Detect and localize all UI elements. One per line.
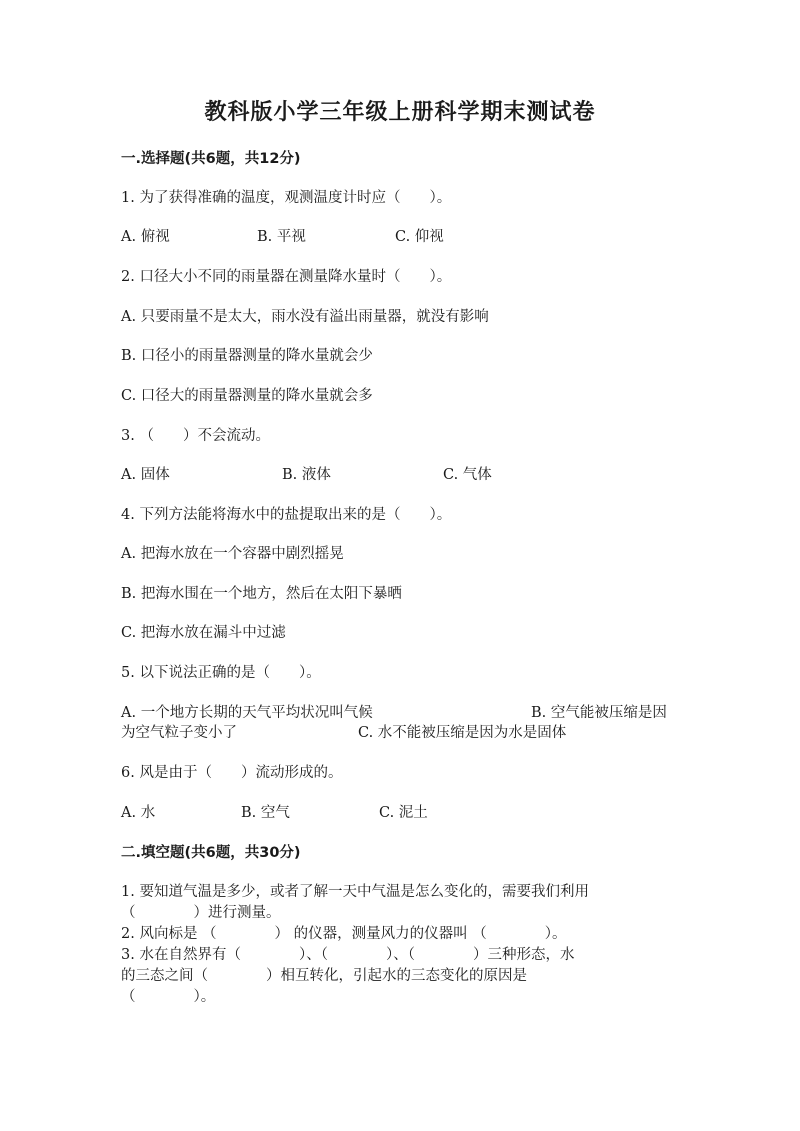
option-c[interactable]: C. 口径大的雨量器测量的降水量就会多 — [121, 388, 373, 404]
fill-question-2-line-1: 2. 风向标是 （ ） 的仪器，测量风力的仪器叫 （ ）。 — [121, 926, 567, 942]
question-6-stem: 6. 风是由于（ ）流动形成的。 — [121, 765, 343, 781]
fill-question-3-line-1: 3. 水在自然界有（ ）、（ ）、（ ）三种形态，水 — [121, 947, 575, 963]
option-c[interactable]: C. 仰视 — [395, 229, 444, 245]
question-4-stem: 4. 下列方法能将海水中的盐提取出来的是（ ）。 — [121, 507, 452, 523]
option-c[interactable]: C. 泥土 — [379, 805, 428, 821]
option-a[interactable]: A. 水 — [121, 805, 156, 821]
section-heading-choice: 一.选择题(共6题，共12分) — [121, 151, 301, 167]
option-a[interactable]: A. 一个地方长期的天气平均状况叫气候 — [121, 705, 373, 721]
option-a[interactable]: A. 只要雨量不是太大，雨水没有溢出雨量器，就没有影响 — [121, 309, 489, 325]
section-heading-fill-blank: 二.填空题(共6题，共30分) — [121, 845, 301, 861]
question-3-stem: 3. （ ）不会流动。 — [121, 428, 270, 444]
option-b[interactable]: B. 空气 — [241, 805, 290, 821]
option-a[interactable]: A. 固体 — [121, 467, 170, 483]
question-1-stem: 1. 为了获得准确的温度，观测温度计时应（ ）。 — [121, 190, 452, 206]
page-title: 教科版小学三年级上册科学期末测试卷 — [204, 100, 596, 125]
option-b[interactable]: B. 平视 — [257, 229, 306, 245]
option-b[interactable]: B. 液体 — [282, 467, 331, 483]
option-c[interactable]: C. 气体 — [443, 467, 492, 483]
option-a[interactable]: A. 把海水放在一个容器中剧烈摇晃 — [121, 546, 344, 562]
option-b[interactable]: B. 口径小的雨量器测量的降水量就会少 — [121, 348, 373, 364]
fill-question-3-line-3: （ ）。 — [121, 989, 216, 1005]
option-b[interactable]: B. 把海水围在一个地方，然后在太阳下暴晒 — [121, 586, 402, 602]
question-2-stem: 2. 口径大小不同的雨量器在测量降水量时（ ）。 — [121, 269, 452, 285]
option-a[interactable]: A. 俯视 — [121, 229, 170, 245]
fill-question-1-line-1: 1. 要知道气温是多少，或者了解一天中气温是怎么变化的，需要我们利用 — [121, 884, 589, 900]
option-c[interactable]: C. 把海水放在漏斗中过滤 — [121, 625, 286, 641]
option-b-continued[interactable]: 为空气粒子变小了 — [121, 725, 237, 741]
fill-question-1-line-2: （ ）进行测量。 — [121, 905, 281, 921]
fill-question-3-line-2: 的三态之间（ ）相互转化，引起水的三态变化的原因是 — [121, 968, 527, 984]
option-b[interactable]: B. 空气能被压缩是因 — [531, 705, 667, 721]
question-5-stem: 5. 以下说法正确的是（ ）。 — [121, 665, 321, 681]
option-c[interactable]: C. 水不能被压缩是因为水是固体 — [358, 725, 567, 741]
